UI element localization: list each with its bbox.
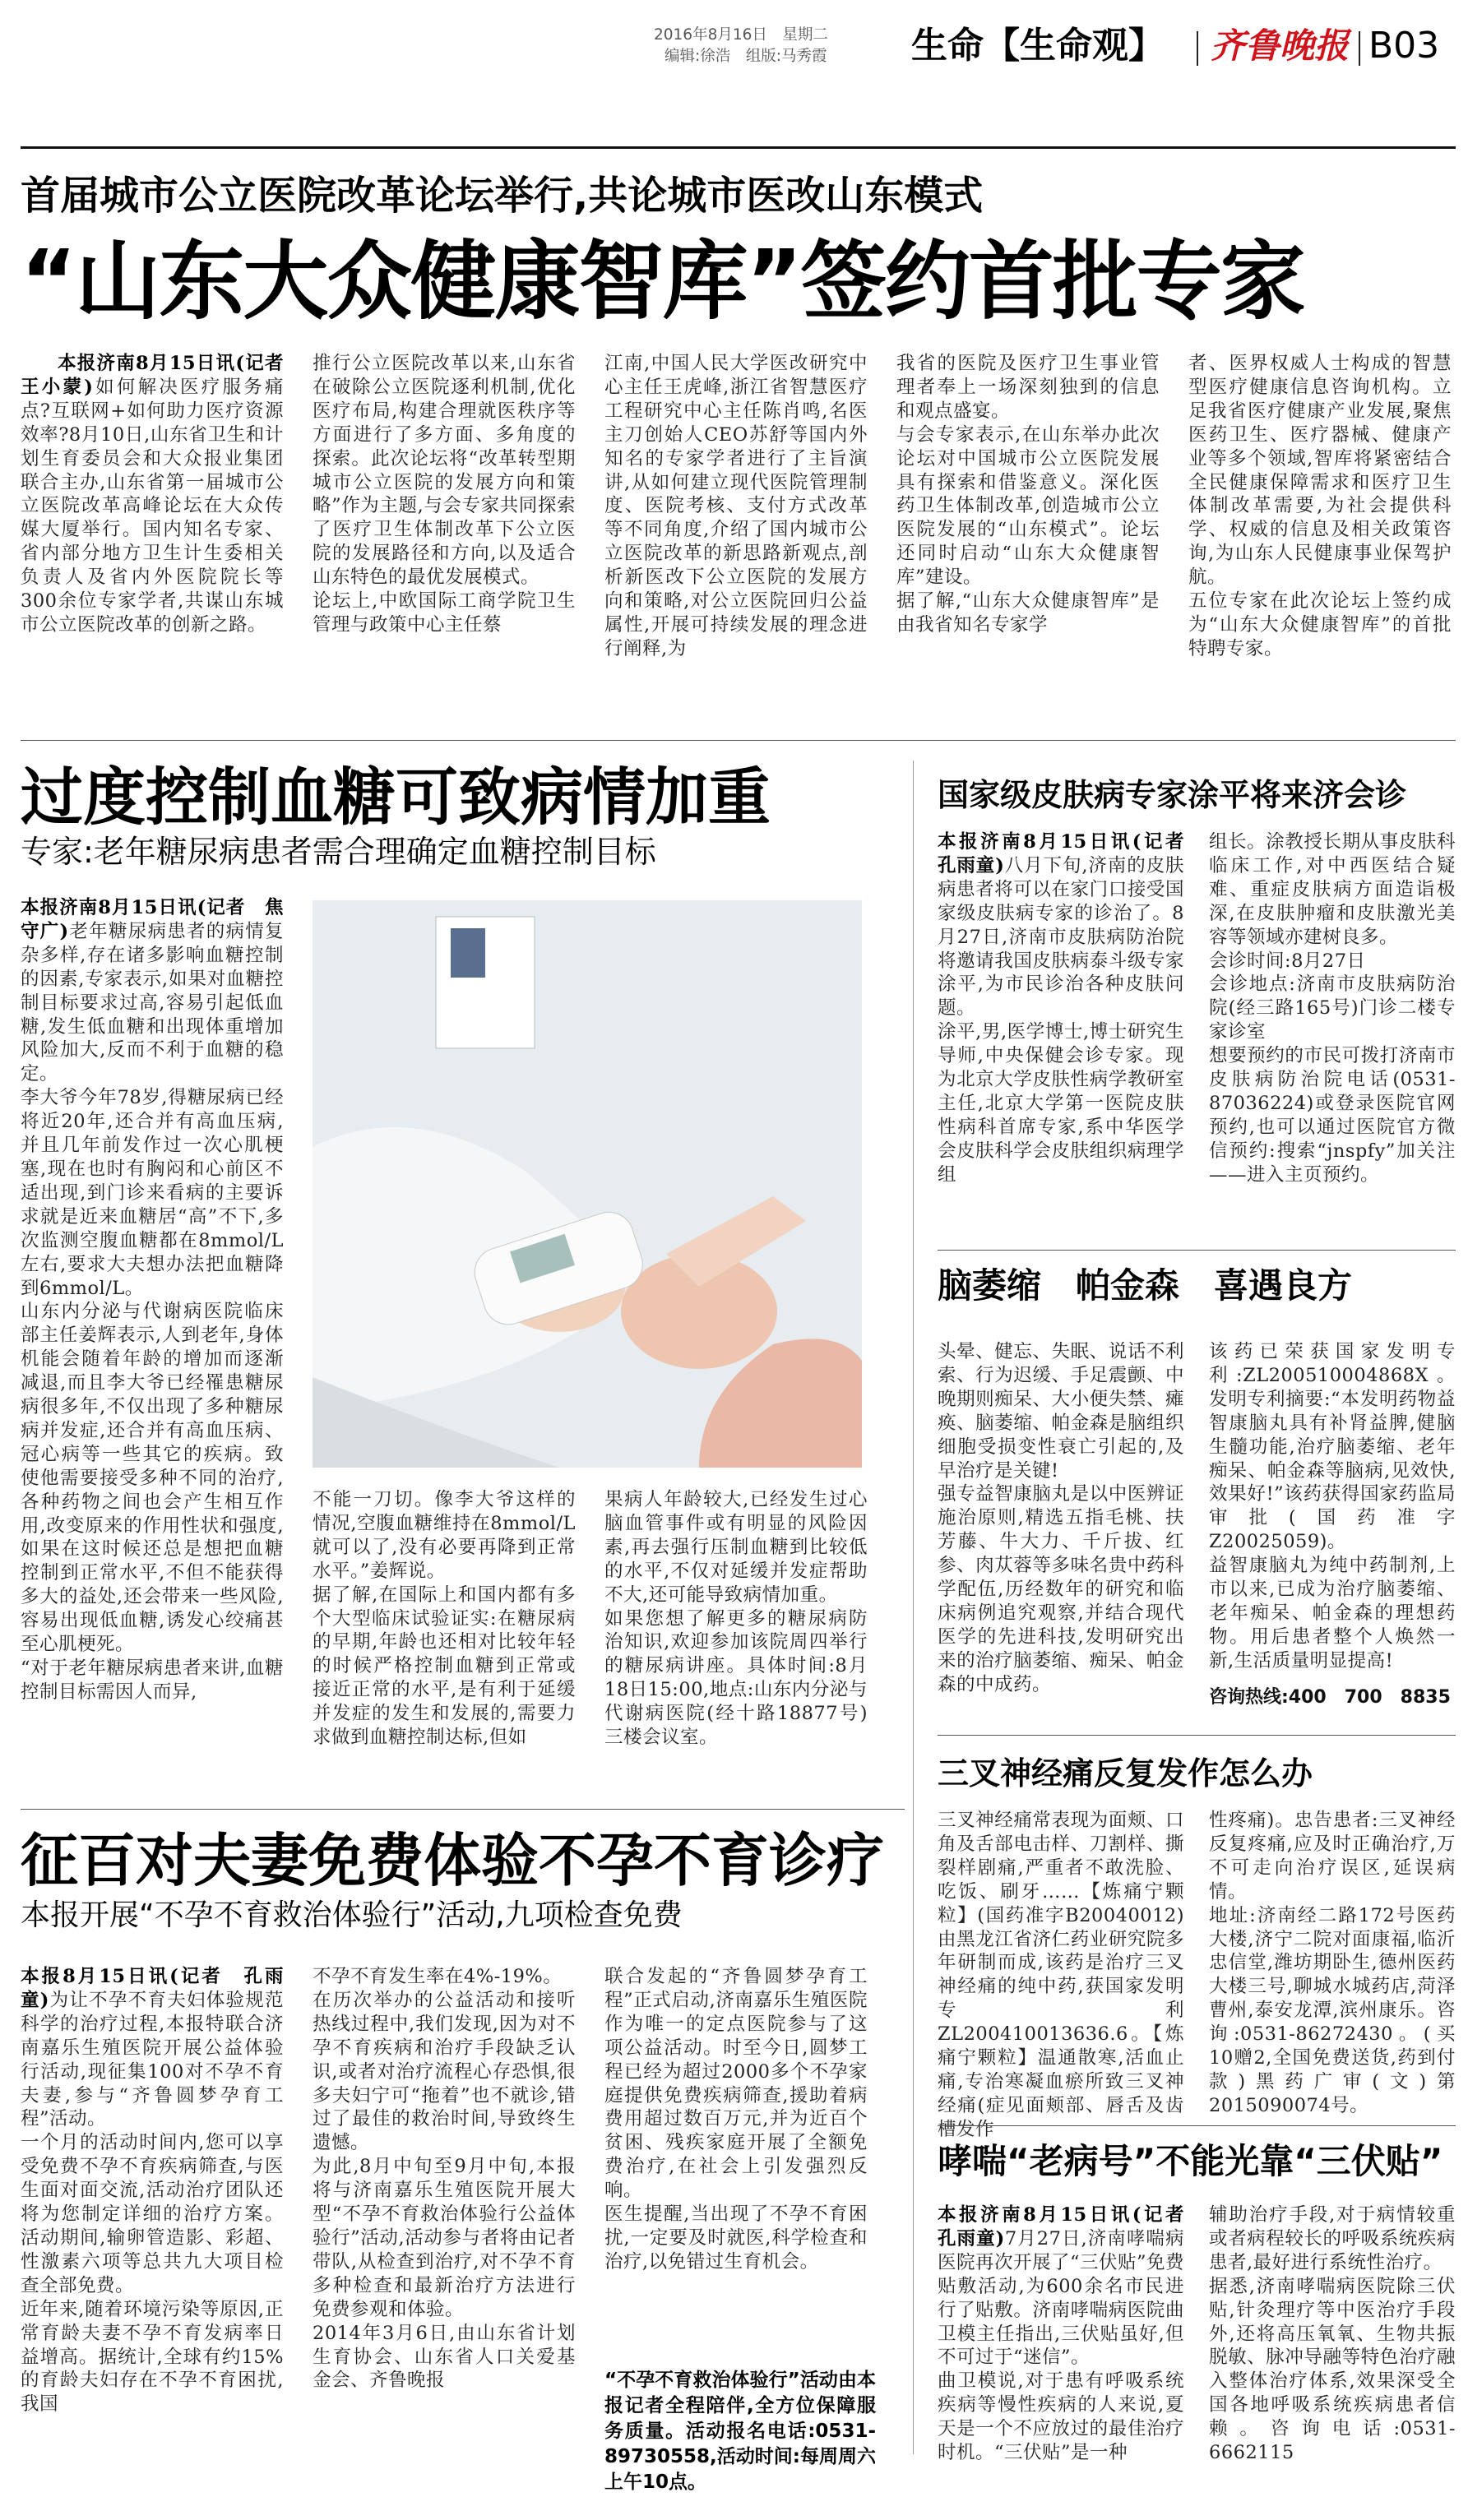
- article4-col2: 该药已荣获国家发明专利:ZL200510004868X。发明专利摘要:“本发明药物益智康脑丸具有补肾益脾,健脑生髓功能,治疗脑萎缩、老年痴呆、帕金森等脑病,见效快,效果好!”该药获得国家药监局审批(国药准字Z20025059)。 益智康脑丸为纯中药制剂,上市以来,已成为治疗脑萎缩、老年痴呆、帕金森的理想药物。用后患者整个人焕然一新,生活质量明显提高!: [1209, 1341, 1456, 1672]
- article6-headline: 征百对夫妻免费体验不孕不育诊疗: [21, 1827, 884, 1894]
- article4-rule: [938, 1735, 1456, 1736]
- article7-dateline: 本报济南8月15日讯(记者 孔雨童): [938, 2204, 1204, 2250]
- article2-headline: 过度控制血糖可致病情加重: [21, 761, 771, 834]
- article1-col3: 江南,中国人民大学医改研究中心主任王虎峰,浙江省智慧医疗工程研究中心主任陈肖鸣,名医主刀创始人CEO苏舒等国内外知名的专家学者进行了主旨演讲,从如何建立现代医院管理制度、医院考核、支付方式改革等不同角度,介绍了国内城市公立医院改革的新思路新观点,剖析新医改下公立医院的发展方向和策略,对公立医院回归公益属性,开展可持续发展的理念进行阐释,为: [604, 353, 868, 659]
- article5-col1: 三叉神经痛常表现为面颊、口角及舌部电击样、刀割样、撕裂样剧痛,严重者不敢洗脸、吃饭、刷牙……【炼痛宁颗粒】(国药准字B20040012)由黑龙江省济仁药业研究院多年研制而成,该药是治疗三叉神经痛的纯中药,获国家发明专利ZL200410013636.6。【炼痛宁颗粒】温通散寒,活血止痛,专治寒凝血瘀所致三叉神经痛(症见面颊部、唇舌及齿槽发作: [938, 1810, 1184, 2140]
- article2-col1-text: 老年糖尿病患者的病情复杂多样,存在诸多影响血糖控制的因素,专家表示,如果对血糖控制目标要求过高,容易引起低血糖,发生低血糖和出现体重增加风险加大,反而不利于血糖的稳定。 李大爷今年78岁,得糖尿病已经将近20年,还合并有高血压病,并且几年前发作过一次心肌梗塞,现在也时有胸闷和心前区不适出现,到门诊来看病的主要诉求就是近来血糖居“高”不下,多次监测空腹血糖都在8mmol/L左右,要求大夫想办法把血糖降到6mmol/L。 山东内分泌与代谢病医院临床部主任姜辉表示,人到老年,身体机能会随着年龄的增加而逐渐减退,而且李大爷已经罹患糖尿病很多年,不仅出现了多种糖尿病并发症,还合并有高血压病、冠心病等一些其它的疾病。致使他需要接受多种不同的治疗,各种药物之间也会产生相互作用,改变原来的作用性状和强度,如果在这时候还总是想把血糖控制到正常水平,不但不能获得多大的益处,还会带来一些风险,容易出现低血糖,诱发心绞痛甚至心肌梗死。 “对于老年糖尿病患者来讲,血糖控制目标需因人而异,: [21, 920, 284, 1703]
- article1-col1-text: 如何解决医疗服务痛点?互联网+如何助力医疗资源效率?8月10日,山东省卫生和计划生育委员会和大众报业集团联合主办,山东省第一届城市公立医院改革高峰论坛在大众传媒大厦举行。国内知名专家、省内部分地方卫生计生委相关负责人及省内外医院院长等300余位专家学者,共谋山东城市公立医院改革的创新之路。: [21, 376, 284, 636]
- header-rule: [21, 146, 1456, 149]
- article1-col5: 者、医界权威人士构成的智慧型医疗健康信息咨询机构。立足我省医疗健康产业发展,聚焦医药卫生、医疗器械、健康产业等多个领域,智库将紧密结合全民健康保障需求和医疗卫生体制改革需要,为社会提供科学、权威的信息及相关政策咨询,为山东人民健康事业保驾护航。 五位专家在此次论坛上签约成为“山东大众健康智库”的首批特聘专家。: [1188, 353, 1452, 659]
- editor-credit: 编辑:徐浩 组版:马秀霞: [665, 48, 827, 65]
- article4-headline: 脑萎缩 帕金森 喜遇良方: [938, 1265, 1353, 1306]
- article6-rule: [21, 1809, 905, 1810]
- article2-col3: 果病人年龄较大,已经发生过心脑血管事件或有明显的风险因素,再去强行压制血糖到比较低的水平,不仅对延缓并发症帮助不大,还可能导致病情加重。 如果您想了解更多的糖尿病防治知识,欢迎参加该院周四举行的糖尿病讲座。具体时间:8月18日15:00,地点:山东内分泌与代谢病医院(经十路18877号)三楼会议室。: [604, 1489, 868, 1749]
- section-name: 生命【生命观】: [911, 25, 1165, 67]
- article1-kicker: 首届城市公立医院改革论坛举行,共论城市医改山东模式: [21, 173, 984, 219]
- article1-headline: “山东大众健康智库”签约首批专家: [21, 231, 1304, 331]
- article1-col2: 推行公立医院改革以来,山东省在破除公立医院逐利机制,优化医疗布局,构建合理就医秩序等方面进行了多方面、多角度的探索。此次论坛将“改革转型期城市公立医院的发展方向和策略”作为主题,与会专家共同探索了医疗卫生体制改革下公立医院的发展路径和方向,以及适合山东特色的最优发展模式。 论坛上,中欧国际工商学院卫生管理与政策中心主任蔡: [313, 353, 576, 636]
- article7-col2: 辅助治疗手段,对于病情较重或者病程较长的呼吸系统疾病患者,最好进行系统性治疗。 据悉,济南哮喘病医院除三伏贴,针灸理疗等中医治疗手段外,还将高压氧氧、生物共振脱敏、脉冲导融等特色治疗融入整体治疗体系,效果深受全国各地呼吸系统疾病患者信赖。咨询电话:0531-6662115: [1209, 2204, 1456, 2464]
- article5-rule: [938, 2125, 1456, 2126]
- article7-col1-text: 7月27日,济南哮喘病医院再次开展了“三伏贴”免费贴敷活动,为600余名市民进行了贴敷。济南哮喘病医院曲卫模主任指出,三伏贴虽好,但不可过于“迷信”。 曲卫模说,对于患有呼吸系统疾病等慢性疾病的人来说,夏天是一个不应放过的最佳治疗时机。“三伏贴”是一种: [938, 2227, 1185, 2464]
- article3-col1: [938, 830, 1204, 1233]
- glucose-test-photo: [313, 900, 862, 1468]
- article6-dateline: 本报8月15日讯(记者 孔雨童): [21, 1966, 284, 2011]
- article6-subtitle: 本报开展“不孕不育救治体验行”活动,九项检查免费: [21, 1898, 683, 1932]
- article2-subtitle: 专家:老年糖尿病患者需合理确定血糖控制目标: [21, 834, 656, 870]
- article3-dateline: 本报济南8月15日讯(记者 孔雨童): [938, 831, 1204, 876]
- column-divider: [913, 761, 914, 2454]
- newspaper-logo: 齐鲁晚报: [1211, 25, 1350, 66]
- page-number: B03: [1368, 25, 1440, 67]
- header-divider-2: [1359, 31, 1360, 66]
- article1-rule: [21, 740, 1456, 741]
- article7-headline: 哮喘“老病号”不能光靠“三伏贴”: [938, 2141, 1443, 2181]
- article1-col4: 我省的医院及医疗卫生事业管理者奉上一场深刻独到的信息和观点盛宴。 与会专家表示,在山东举办此次论坛对中国城市公立医院发展具有探索和借鉴意义。深化医药卫生体制改革,创造城市公立医院发展的“山东模式”。论坛还同时启动“山东大众健康智库”建设。 据了解,“山东大众健康智库”是由我省知名专家学: [896, 353, 1160, 636]
- glucose-meter-illustration: [313, 900, 862, 1468]
- article2-dateline: 本报济南8月15日讯(记者 焦守广): [21, 897, 284, 942]
- article4-hotline: 咨询热线:400 700 8835: [1209, 1687, 1451, 1708]
- article6-col3: 联合发起的“齐鲁圆梦孕育工程”正式启动,济南嘉乐生殖医院作为唯一的定点医院参与了这项公益活动。时至今日,圆梦工程已经为超过2000多个不孕家庭提供免费疾病筛查,援助着病费用超过数百万元,并为近百个贫困、残疾家庭开展了全额免费治疗,在社会上引发强烈反响。 医生提醒,当出现了不孕不育困扰,一定要及时就医,科学检查和治疗,以免错过生育机会。: [604, 1966, 868, 2273]
- header-divider: [1197, 31, 1198, 66]
- article5-headline: 三叉神经痛反复发作怎么办: [938, 1755, 1313, 1792]
- issue-date: 2016年8月16日 星期二: [654, 26, 828, 44]
- article6-col1-text: 为让不孕不育夫妇体验规范科学的治疗过程,本报特联合济南嘉乐生殖医院开展公益体验行活动,现征集100对不孕不育夫妻,参与“齐鲁圆梦孕育工程”活动。 一个月的活动时间内,您可以享受免费不孕不育疾病筛查,与医生面对面交流,活动治疗团队还将为您制定详细的治疗方案。活动期间,输卵管造影、彩超、性激素六项等总共九大项目检查全部免费。 近年来,随着环境污染等原因,正常育龄夫妻不孕不育发病率日益增高。据统计,全球有约15%的育龄夫妇存在不孕不育困扰,我国: [21, 1989, 284, 2416]
- article3-col1-text: 八月下旬,济南的皮肤病患者将可以在家门口接受国家级皮肤病专家的诊治了。8月27日,济南市皮肤病防治院将邀请我国皮肤病泰斗级专家涂平,为市民诊治各种皮肤问题。 涂平,男,医学博士,博士研究生导师,中央保健会诊专家。现为北京大学皮肤性病学教研室主任,北京大学第一医院皮肤性病科首席专家,系中华医学会皮肤科学会皮肤组织病理学组: [938, 854, 1184, 1186]
- article7-col1: [938, 2203, 1204, 2504]
- article3-col2: 组长。涂教授长期从事皮肤科临床工作,对中西医结合疑难、重症皮肤病方面造诣极深,在皮肤肿瘤和皮肤激光美容等领域亦建树良多。 会诊时间:8月27日 会诊地点:济南市皮肤病防治院(经三路165号)门诊二楼专家诊室 想要预约的市民可拨打济南市皮肤病防治院电话(0531-87036224)或登录医院官网预约,也可以通过医院官方微信预约:搜索“jnspfy”加关注——进入主页预约。: [1209, 831, 1456, 1186]
- article5-col2: 性疼痛)。忠告患者:三叉神经反复疼痛,应及时正确治疗,万不可走向治疗误区,延误病情。 地址:济南经二路172号医药大楼,济宁二院对面康福,临沂忠信堂,潍坊期卧生,德州医药大楼三号,聊城水城药店,菏泽曹州,泰安龙潭,滨州康乐。咨询:0531-86272430。(买10赠2,全国免费送货,药到付款)黑药广审(文)第2015090074号。: [1209, 1810, 1456, 2116]
- article6-col1: [21, 1965, 284, 2504]
- article3-headline: 国家级皮肤病专家涂平将来济会诊: [938, 777, 1407, 813]
- article2-col1: [21, 896, 284, 1784]
- article3-rule: [938, 1250, 1456, 1251]
- article2-col2: 不能一刀切。像李大爷这样的情况,空腹血糖维持在8mmol/L就可以了,没有必要再降到正常水平。”姜辉说。 据了解,在国际上和国内都有多个大型临床试验证实:在糖尿病的早期,年龄也还相对比较年轻的时候严格控制血糖到正常或接近正常的水平,是有利于延缓并发症的发生和发展的,需要力求做到血糖控制达标,但如: [313, 1489, 576, 1749]
- article4-col1: 头晕、健忘、失眠、说话不利索、行为迟缓、手足震颤、中晚期则痴呆、大小便失禁、瘫痪、脑萎缩、帕金森是脑组织细胞受损变性衰亡引起的,及早治疗是关键! 强专益智康脑丸是以中医辨证施治原则,精选五指毛桃、扶芳藤、牛大力、千斤拔、红参、肉苁蓉等多味名贵中药科学配伍,历经数年的研究和临床病例追究观察,并结合现代医学的先进科技,发明研究出来的治疗脑萎缩、痴呆、帕金森的中成药。: [938, 1341, 1184, 1695]
- article1-dateline: 本报济南8月15日讯(记者 王小蒙): [21, 353, 303, 398]
- article1-col1: [21, 352, 303, 681]
- article6-signup-box: “不孕不育救治体验行”活动由本报记者全程陪伴,全方位保障服务质量。活动报名电话:0531-89730558,活动时间:每周周六上午10点。: [604, 2370, 876, 2493]
- article6-col2: 不孕不育发生率在4%-19%。 在历次举办的公益活动和接听热线过程中,我们发现,因为对不孕不育疾病和治疗手段缺乏认识,或者对治疗流程心存恐惧,很多夫妇宁可“拖着”也不就诊,错过了最佳的救治时间,导致终生遗憾。 为此,8月中旬至9月中旬,本报将与济南嘉乐生殖医院开展大型“不孕不育救治体验行公益体验行”活动,活动参与者将由记者带队,从检查到治疗,对不孕不育多种检查和最新治疗方法进行免费参观和体验。 2014年3月6日,由山东省计划生育协会、山东省人口关爱基金会、齐鲁晚报: [313, 1966, 576, 2392]
